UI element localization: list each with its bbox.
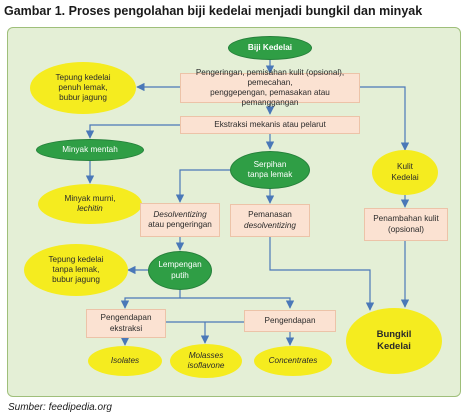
node-biji-kedelai: Biji Kedelai [228, 36, 312, 60]
node-ekstraksi: Ekstraksi mekanis atau pelarut [180, 116, 360, 134]
node-tepung-tanpa-lemak: Tepung kedelai tanpa lemak, bubur jagung [24, 244, 128, 296]
node-pemanasan: Pemanasan desolventizing [230, 204, 310, 237]
source-caption: Sumber: feedipedia.org [8, 402, 112, 413]
node-minyak-murni: Minyak murni, lechitin [38, 184, 142, 224]
node-serpihan: Serpihan tanpa lemak [230, 151, 310, 189]
arrow-pengeringan-to-kulit [360, 87, 405, 150]
arrow-lempengan-to-pengendapan [180, 298, 290, 308]
node-pengendapan-ekstraksi: Pengendapan ekstraksi [86, 309, 166, 338]
node-bungkil-kedelai: Bungkil Kedelai [346, 308, 442, 374]
node-penambahan-kulit: Penambahan kulit (opsional) [364, 208, 448, 241]
node-concentrates: Concentrates [254, 346, 332, 376]
figure-title: Gambar 1. Proses pengolahan biji kedelai menjadi bungkil dan minyak [4, 4, 423, 18]
arrow-pemanasan-to-bungkil [270, 237, 370, 310]
node-lempengan: Lempengan putih [148, 251, 212, 290]
node-molasses: Molasses isoflavone [170, 344, 242, 378]
node-kulit-kedelai: Kulit Kedelai [372, 150, 438, 195]
arrow-lempengan-to-pengendapan-ekstraksi [125, 290, 180, 308]
node-desolventizing: Desolventizing atau pengeringan [140, 203, 220, 237]
node-minyak-mentah: Minyak mentah [36, 139, 144, 161]
arrow-ekstraksi-to-minyak-mentah [90, 125, 180, 138]
node-pengeringan: Pengeringan, pemisahan kulit (opsional), pemecahan, penggepengan, pemasakan atau pemanggangan [180, 73, 360, 103]
node-pengendapan: Pengendapan [244, 310, 336, 332]
node-isolates: Isolates [88, 346, 162, 376]
node-tepung-penuh-lemak: Tepung kedelai penuh lemak, bubur jagung [30, 62, 136, 114]
arrow-serpihan-to-desolventizing [180, 170, 230, 202]
